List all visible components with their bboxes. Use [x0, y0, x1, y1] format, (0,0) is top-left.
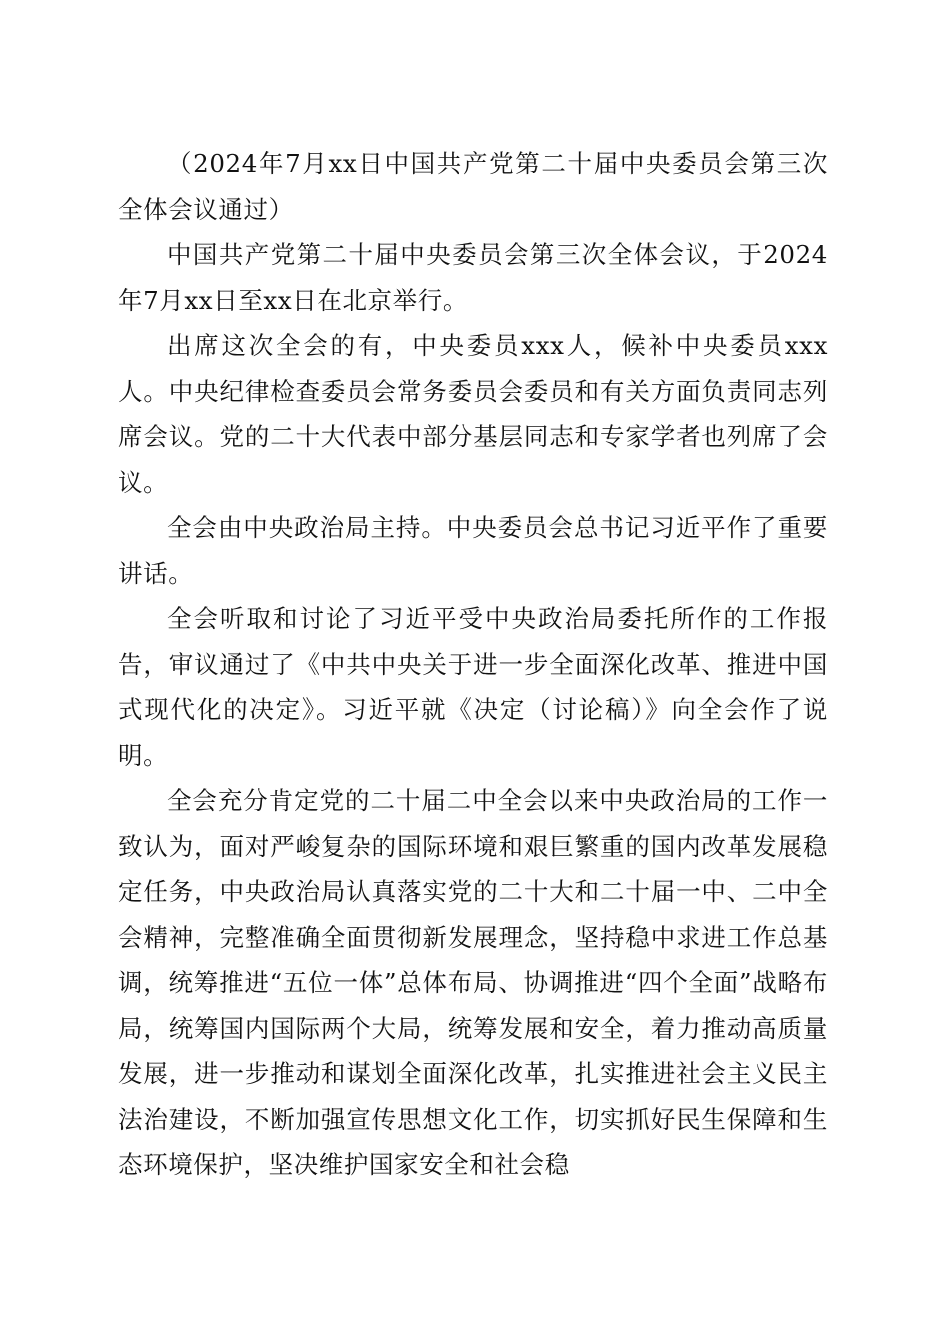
- paragraph-attendance: 出席这次全会的有，中央委员xxx人，候补中央委员xxx人。中央纪律检查委员会常务委员会委员和有关方面负责同志列席会议。党的二十大代表中部分基层同志和专家学者也列席了会议。: [118, 331, 828, 497]
- paragraph-work-affirmation: 全会充分肯定党的二十届二中全会以来中央政治局的工作一致认为，面对严峻复杂的国际环境和艰巨繁重的国内改革发展稳定任务，中央政治局认真落实党的二十大和二十届一中、二中全会精神，完整准确全面贯彻新发展理念，坚持稳中求进工作总基调，统筹推进“五位一体”总体布局、协调推进“四个全面”战略布局，统筹国内国际两个大局，统筹发展和安全，着力推动高质量发展，进一步推动和谋划全面深化改革，扎实推进社会主义民主法治建设，不断加强宣传思想文化工作，切实抓好民生保障和生态环境保护，坚决维护国家安全和社会稳: [118, 786, 828, 1179]
- document-body: [118, 141, 828, 1188]
- paragraph-presiding: 全会由中央政治局主持。中央委员会总书记习近平作了重要讲话。: [118, 513, 828, 588]
- paragraph-report-review: 全会听取和讨论了习近平受中央政治局委托所作的工作报告，审议通过了《中共中央关于进一步全面深化改革、推进中国式现代化的决定》。习近平就《决定（讨论稿）》向全会作了说明。: [118, 604, 828, 770]
- paragraph-adoption-note: （2024年7月xx日中国共产党第二十届中央委员会第三次全体会议通过）: [118, 149, 828, 224]
- paragraph-session-dates: 中国共产党第二十届中央委员会第三次全体会议，于2024年7月xx日至xx日在北京举行。: [118, 240, 828, 315]
